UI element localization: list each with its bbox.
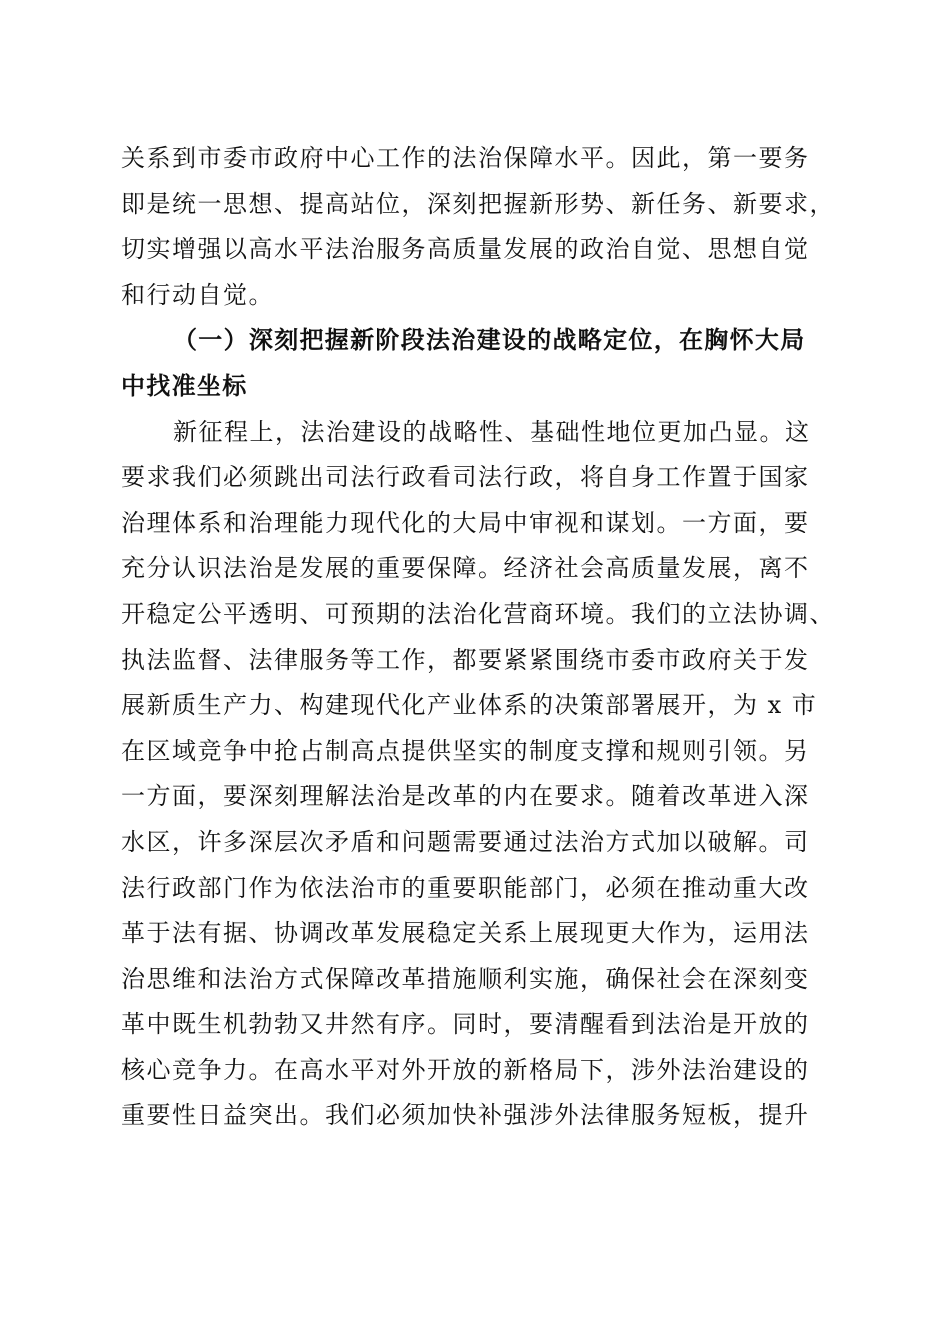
- text-line: 在区域竞争中抢占制高点提供坚实的制度支撑和规则引领。另: [121, 736, 810, 765]
- text-line: 革中既生机勃勃又井然有序。同时，要清醒看到法治是开放的: [121, 1010, 810, 1039]
- text-line: 新征程上，法治建设的战略性、基础性地位更加凸显。这: [173, 417, 811, 446]
- heading-line: 中找准坐标: [121, 371, 248, 400]
- text-line: 核心竞争力。在高水平对外开放的新格局下，涉外法治建设的: [121, 1055, 810, 1084]
- document-body: [121, 136, 833, 1139]
- heading-line: （一）深刻把握新阶段法治建设的战略定位，在胸怀大局: [173, 326, 806, 355]
- text-line: 重要性日益突出。我们必须加快补强涉外法律服务短板，提升: [121, 1101, 810, 1130]
- text-line: 法行政部门作为依法治市的重要职能部门，必须在推动重大改: [121, 873, 810, 902]
- text-line: 切实增强以高水平法治服务高质量发展的政治自觉、思想自觉: [121, 235, 810, 264]
- text-line: 执法监督、法律服务等工作，都要紧紧围绕市委市政府关于发: [121, 645, 810, 674]
- body-paragraph: [121, 410, 833, 1140]
- text-line: 即是统一思想、提高站位，深刻把握新形势、新任务、新要求，: [121, 189, 835, 218]
- text-line: 开稳定公平透明、可预期的法治化营商环境。我们的立法协调、: [121, 599, 835, 628]
- text-line: 水区，许多深层次矛盾和问题需要通过法治方式加以破解。司: [121, 827, 810, 856]
- text-line: 和行动自觉。: [121, 280, 274, 309]
- text-line: 治理体系和治理能力现代化的大局中审视和谋划。一方面，要: [121, 508, 810, 537]
- text-line: 充分认识法治是发展的重要保障。经济社会高质量发展，离不: [121, 554, 810, 583]
- text-line: 一方面，要深刻理解法治是改革的内在要求。随着改革进入深: [121, 782, 810, 811]
- text-line: 展新质生产力、构建现代化产业体系的决策部署展开，为 x 市: [121, 691, 818, 720]
- text-line: 关系到市委市政府中心工作的法治保障水平。因此，第一要务: [121, 144, 810, 172]
- text-line: 要求我们必须跳出司法行政看司法行政，将自身工作置于国家: [121, 463, 810, 492]
- section-heading: [121, 318, 833, 409]
- text-line: 革于法有据、协调改革发展稳定关系上展现更大作为，运用法: [121, 919, 810, 948]
- text-line: 治思维和法治方式保障改革措施顺利实施，确保社会在深刻变: [121, 964, 810, 993]
- continued-paragraph: [121, 136, 833, 318]
